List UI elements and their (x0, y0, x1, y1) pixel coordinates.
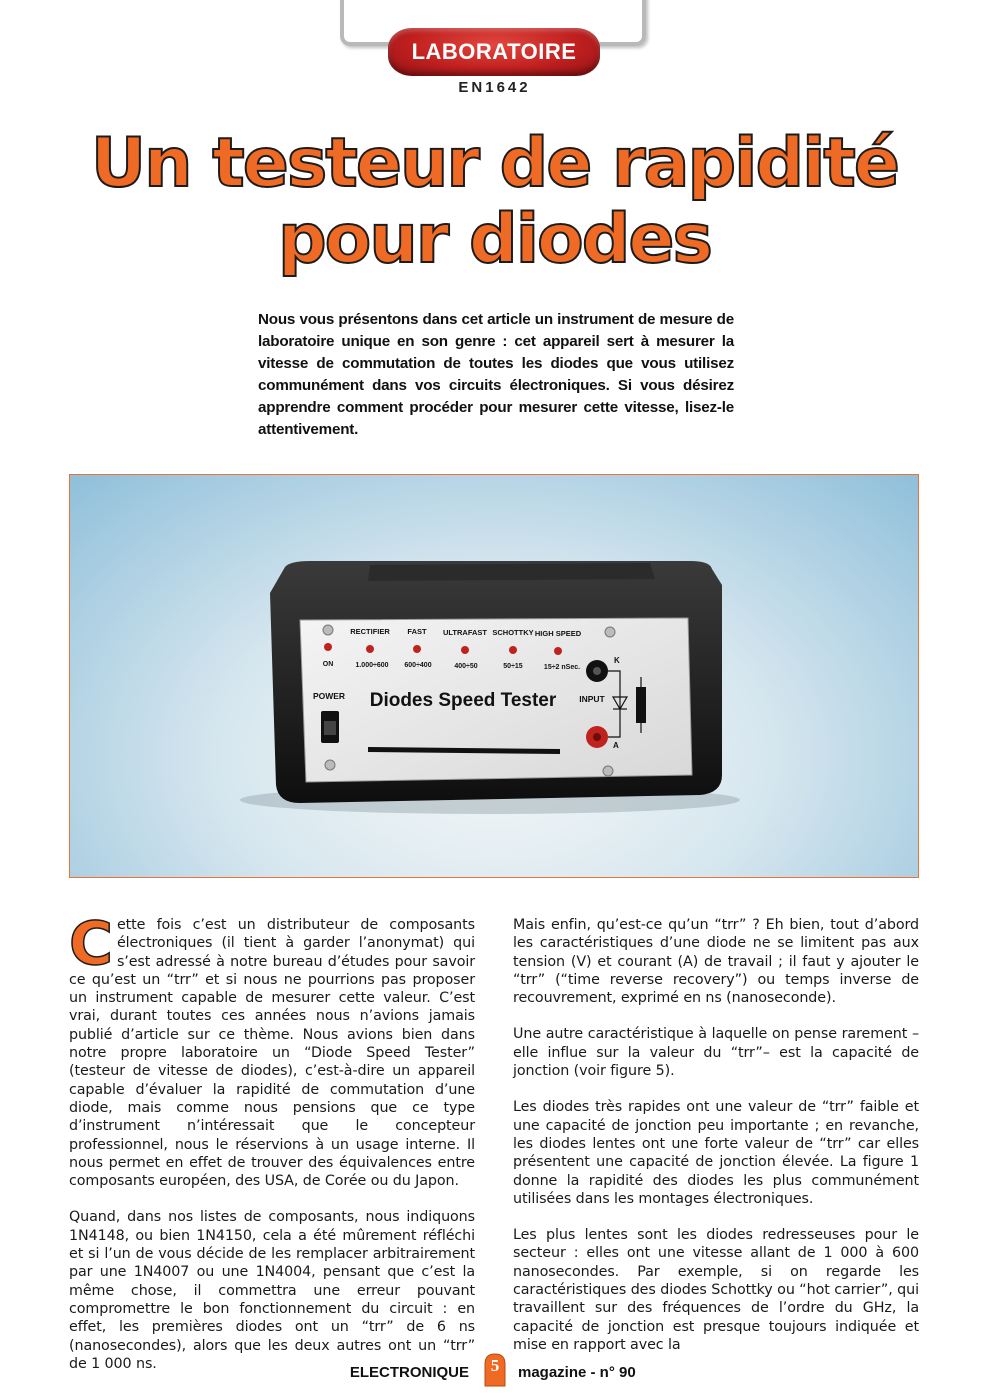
section-label: LABORATOIRE (411, 39, 577, 64)
range-rectifier: 1.000÷600 (355, 662, 389, 669)
footer-magazine-name: ELECTRONIQUE (349, 1364, 469, 1381)
label-ultrafast: ULTRAFAST (442, 628, 488, 637)
body-paragraph-5: Les diodes très rapides ont une valeur de “trr” faible et une capacité de jonction peu importante ; en revanche, les diodes lentes ont une forte valeur de “trr” car elles présentent une capacité de jonction élevée. La figure 1 donne la rapidité des diodes les plus communément utilisées dans les montages électroniques. (513, 1099, 919, 1207)
range-fast: 600÷400 (404, 662, 432, 669)
paragraph-1-text: ette fois c’est un distributeur de composants électroniques (il tient à garder l’anonymat) qui s’est adressé à notre bureau d’études pour savoir ce qu’est un “trr” et si nous ne pourrions pas proposer un instrument capable de mesurer cette valeur. C’est vrai, durant toutes ces années nous n’avions jamais publié d’article sur ce thème. Nous avions bien dans notre propre laboratoire un “Diode Speed Tester” (testeur de vitesse de diodes), c’est-à-dire un appareil capable d’évaluer la rapidité de commutation d’une diode, mais comme nous pensions que ce type d’instrument n’intéressait que le concepteur professionnel, nous le réservions à un usage interne. Il nous permet en effet de trouver des équivalences entre composants européen, des USA, de Corée ou du Japon. (69, 917, 475, 1190)
drop-cap: C (69, 909, 113, 979)
footer-issue: magazine - n° 90 (518, 1364, 636, 1381)
label-a: A (613, 741, 619, 750)
diode-tester-illustration (70, 475, 917, 876)
page-footer (0, 1356, 989, 1388)
device-name: Diodes Speed Tester (369, 690, 557, 711)
label-power: POWER (312, 691, 346, 701)
label-schottky: SCHOTTKY (492, 628, 534, 637)
title-line-2: pour diodes (278, 200, 711, 279)
label-high-speed: HIGH SPEED (534, 629, 582, 638)
body-paragraph-3: Mais enfin, qu’est-ce qu’un “trr” ? Eh bien, tout d’abord les caractéristiques d’une diode ne se limitent pas aux tension (V) et courant (A) de travail ; il faut y ajouter le “trr” (“time reverse recovery”) ou temps inverse de recouvrement, exprimé en ns (nanoseconde). (513, 917, 919, 1007)
label-fast: FAST (407, 627, 427, 636)
title-line-1: Un testeur de rapidité (90, 124, 899, 203)
label-input: INPUT (579, 694, 605, 704)
lead-paragraph: Nous vous présentons dans cet article un instrument de mesure de laboratoire unique en son genre : cet appareil sert à mesurer la vitesse de commutation de toutes les diodes que vous utilisez communément dans vos circuits électroniques. Si vous désirez apprendre comment procéder pour mesurer cette vitesse, lisez-le attentivement. (258, 311, 734, 438)
label-on: ON (322, 661, 334, 668)
label-rectifier: RECTIFIER (350, 627, 390, 636)
right-column (513, 916, 919, 1372)
article-title (20, 126, 969, 278)
range-schottky: 50÷15 (503, 663, 523, 670)
body-paragraph-1 (69, 909, 475, 1190)
body-paragraph-2: Quand, dans nos listes de composants, nous indiquons 1N4148, ou bien 1N4150, cela a été mûrement réfléchi et si l’un de vous décide de les remplacer arbitrairement par une 1N4007 ou une 1N4004, pensant que c’est la même chose, il commettra une erreur pouvant compromettre le bon fonctionnement du circuit : en effet, les premières diodes ont un “trr” de 6 ns (nanosecondes), alors que les deux autres ont un “trr” de 1 000 ns. (69, 1209, 475, 1372)
left-column (69, 909, 475, 1391)
page-number: 5 (490, 1356, 500, 1375)
body-paragraph-4: Une autre caractéristique à laquelle on pense rarement –elle influe sur la valeur du “trr”– est la capacité de jonction (voir figure 5). (513, 1026, 919, 1080)
device-photo (69, 474, 919, 878)
range-high-speed: 15÷2 nSec. (543, 664, 581, 671)
range-ultrafast: 400÷50 (454, 663, 478, 670)
label-k: K (614, 656, 620, 665)
body-paragraph-6: Les plus lentes sont les diodes redresseuses pour le secteur : elles ont une vitesse allant de 1 000 à 600 nanosecondes. Par exemple, si on regarde les caractéristiques des diodes Schottky ou “hot carrier”, qui travaillent sur des fréquences de l’ordre du GHz, la capacité de jonction est presque toujours indiquée et mise en rapport avec la (513, 1227, 919, 1353)
article-code: EN1642 (458, 79, 531, 96)
section-badge (388, 28, 600, 76)
